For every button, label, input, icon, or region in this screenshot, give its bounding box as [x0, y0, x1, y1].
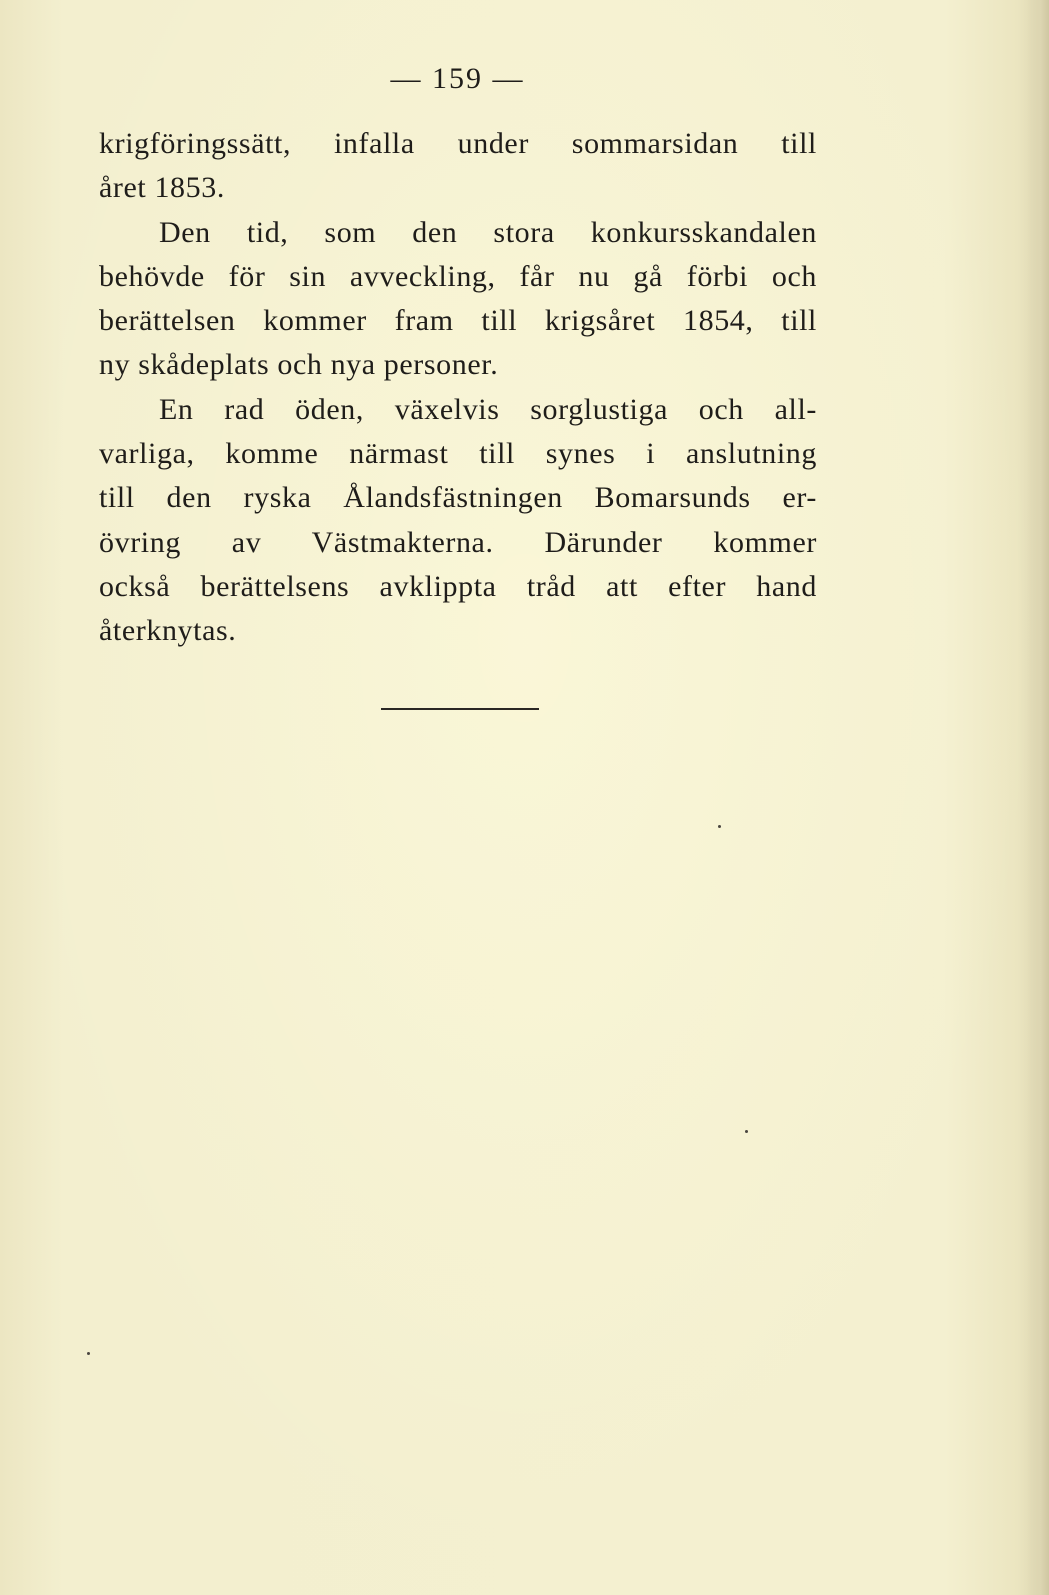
- text-line: varliga, komme närmast till synes i anslutning: [99, 437, 817, 471]
- text-line: En rad öden, växelvis sorglustiga och all-: [159, 392, 817, 426]
- text-line: Den tid, som den stora konkursskandalen: [159, 215, 817, 249]
- text-line: också berättelsens avklippta tråd att efter hand: [99, 569, 817, 603]
- text-line: återknytas.: [99, 614, 237, 648]
- section-divider: [381, 708, 539, 710]
- body-text: [99, 122, 817, 654]
- text-line: till den ryska Ålandsfästningen Bomarsunds er-: [99, 481, 817, 515]
- text-line: året 1853.: [99, 171, 225, 205]
- paper-speck: [87, 1352, 90, 1355]
- page-edge-shadow: [1027, 0, 1049, 1595]
- page-number: — 159 —: [390, 62, 525, 95]
- text-line: behövde för sin avveckling, får nu gå förbi och: [99, 259, 817, 293]
- paper-speck: [718, 825, 721, 828]
- text-line: krigföringssätt, infalla under sommarsidan till: [99, 127, 817, 160]
- paper-speck: [745, 1130, 748, 1133]
- text-line: berättelsen kommer fram till krigsåret 1854, till: [99, 304, 817, 338]
- text-line: ny skådeplats och nya personer.: [99, 348, 499, 382]
- text-line: övring av Västmakterna. Därunder kommer: [99, 525, 817, 559]
